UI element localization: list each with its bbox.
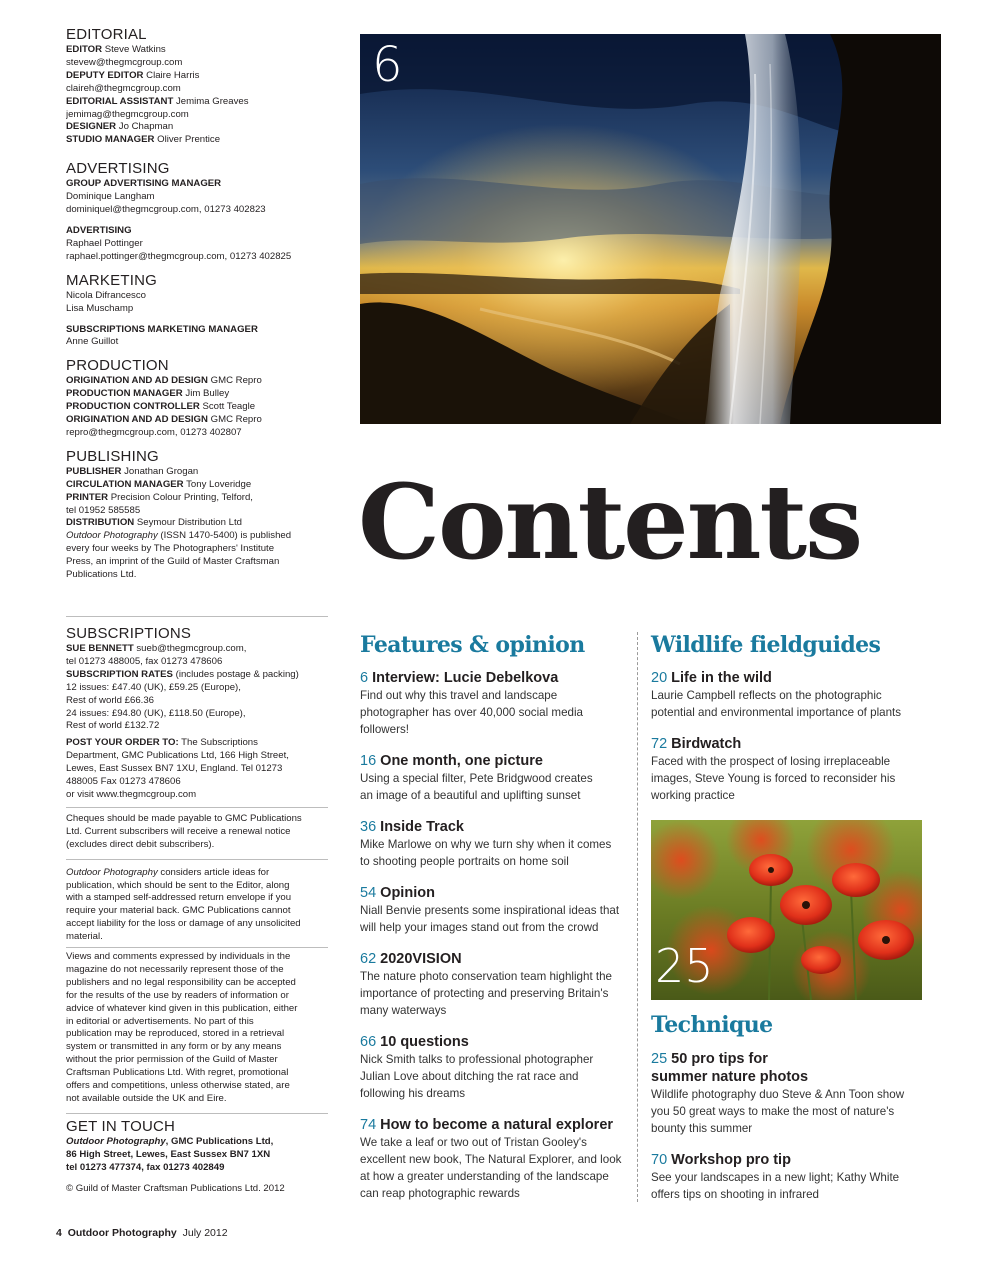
views-line: in editorial or advertisements. No part of this: [66, 1015, 254, 1027]
views-line: advice of whatever kind given in this publication, either: [66, 1002, 298, 1014]
post-line: Department, GMC Publications Ltd, 166 High Street,: [66, 750, 289, 762]
entry-text: Niall Benvie presents some inspirational ideas that will help your images stand out from the crowd: [360, 904, 620, 934]
studio-manager-line: STUDIO MANAGER Oliver Prentice: [66, 134, 221, 146]
subscriptions-heading: SUBSCRIPTIONS: [66, 625, 192, 642]
section-divider: [66, 616, 328, 617]
section-divider: [66, 859, 328, 860]
section-divider: [66, 807, 328, 808]
post-line: Lewes, East Sussex BN7 1XU, England. Tel 01273: [66, 763, 283, 775]
production-heading: PRODUCTION: [66, 357, 169, 375]
entry-title: 70 Workshop pro tip: [651, 1152, 791, 1168]
footer-issue: July 2012: [182, 1227, 228, 1239]
views-line: for the results of the use by readers of information or: [66, 989, 289, 1001]
advertising-title: ADVERTISING: [66, 224, 132, 236]
marketing-name: Lisa Muschamp: [66, 302, 134, 314]
touch-line: Outdoor Photography, GMC Publications Ltd,: [66, 1135, 274, 1147]
production-line: PRODUCTION MANAGER Jim Bulley: [66, 388, 230, 400]
views-line: Views and comments expressed by individuals in the: [66, 951, 291, 963]
deputy-editor-line: DEPUTY EDITOR Claire Harris: [66, 69, 200, 81]
advertising-contact: raphael.pottinger@thegmcgroup.com, 01273 402825: [66, 250, 292, 262]
ideas-line: accept liability for the loss or damage of any unsolicited: [66, 918, 301, 930]
marketing-section: [66, 272, 328, 350]
views-line: publication may be reproduced, stored in a retrieval: [66, 1028, 285, 1040]
entry-title: 74 How to become a natural explorer: [360, 1117, 614, 1133]
production-line: PRODUCTION CONTROLLER Scott Teagle: [66, 401, 256, 413]
get-in-touch-section: [66, 1118, 328, 1196]
designer-line: DESIGNER Jo Chapman: [66, 121, 174, 133]
feature-entry[interactable]: [360, 752, 628, 804]
column-divider: [637, 632, 638, 1202]
issn-line: Publications Ltd.: [66, 569, 137, 581]
advertising-name: Raphael Pottinger: [66, 237, 143, 249]
technique-entry[interactable]: [651, 1151, 941, 1203]
publishing-heading: PUBLISHING: [66, 447, 159, 465]
photo-page-number: 6: [372, 37, 403, 93]
views-line: without the prior permission of the Guild of Master: [66, 1054, 278, 1066]
page-footer: [56, 1227, 228, 1239]
advertising-section: [66, 160, 328, 263]
entry-title: 72 Birdwatch: [651, 736, 742, 752]
entry-title: 25 50 pro tips for summer nature photos: [651, 1051, 809, 1085]
production-section: [66, 357, 328, 440]
ideas-line: require your material back. GMC Publications cannot: [66, 905, 291, 917]
ideas-line: publication, which should be sent to the Editor, along: [66, 879, 290, 891]
features-heading: Features & opinion: [360, 632, 585, 658]
publishing-line: DISTRIBUTION Seymour Distribution Ltd: [66, 517, 242, 529]
entry-text: Mike Marlowe on why we turn shy when it comes to shooting people portraits on home soil: [360, 838, 612, 868]
features-column: [360, 632, 628, 1202]
cheques-line: Ltd. Current subscribers will receive a renewal notice: [66, 825, 291, 837]
waterfall-image: [360, 34, 941, 424]
section-divider: [66, 947, 328, 948]
subscriptions-section: [66, 625, 328, 802]
cheques-section: [66, 813, 328, 852]
wildlife-heading: Wildlife fieldguides: [651, 632, 881, 658]
entry-title: 66 10 questions: [360, 1034, 469, 1050]
editorial-heading: EDITORIAL: [66, 26, 147, 43]
copyright-line: © Guild of Master Craftsman Publications Ltd. 2012: [66, 1182, 285, 1194]
post-line: 488005 Fax 01273 478606: [66, 776, 181, 788]
subscriptions-column: [66, 625, 328, 1196]
entry-text: Faced with the prospect of losing irreplaceable images, Steve Young is forced to reconsider his working practice: [651, 755, 896, 802]
editorial-assistant-email: jemimag@thegmcgroup.com: [66, 108, 189, 120]
poppies-photo: [651, 820, 922, 1000]
footer-page-number: 4: [56, 1227, 62, 1239]
issn-line: Outdoor Photography (ISSN 1470-5400) is published: [66, 530, 292, 542]
feature-entry[interactable]: [360, 884, 628, 936]
section-divider: [66, 1113, 328, 1114]
rate-line: Rest of world £132.72: [66, 720, 160, 732]
rate-line: 24 issues: £94.80 (UK), £118.50 (Europe),: [66, 707, 246, 719]
entry-text: Using a special filter, Pete Bridgwood creates an image of a beautiful and uplifting sunset: [360, 772, 593, 802]
production-line: ORIGINATION AND AD DESIGN GMC Repro: [66, 375, 262, 387]
deputy-editor-email: claireh@thegmcgroup.com: [66, 82, 181, 94]
publishing-line: PUBLISHER Jonathan Grogan: [66, 465, 199, 477]
sue-bennett-line: SUE BENNETT sueb@thegmcgroup.com,: [66, 643, 247, 654]
issn-line: every four weeks by The Photographers' Institute: [66, 543, 275, 555]
views-section: [66, 951, 328, 1106]
editor-email: stevew@thegmcgroup.com: [66, 56, 183, 68]
wildlife-column: [651, 632, 941, 804]
wildlife-entry[interactable]: [651, 669, 941, 721]
feature-entry[interactable]: [360, 669, 628, 738]
post-line: or visit www.thegmcgroup.com: [66, 788, 197, 800]
entry-title: 20 Life in the wild: [651, 670, 772, 686]
subs-marketing-name: Anne Guillot: [66, 336, 119, 348]
entry-text: Wildlife photography duo Steve & Ann Toon show you 50 great ways to make the most of nature's bounty this summer: [651, 1088, 905, 1135]
contents-title: Contents: [358, 462, 862, 583]
editorial-section: [66, 26, 328, 147]
footer-magazine: Outdoor Photography: [67, 1227, 177, 1239]
entry-text: Laurie Campbell reflects on the photographic potential and environmental importance of plants: [651, 689, 902, 719]
marketing-heading: MARKETING: [66, 271, 157, 289]
editorial-assistant-line: EDITORIAL ASSISTANT Jemima Greaves: [66, 95, 249, 107]
touch-line: 86 High Street, Lewes, East Sussex BN7 1XN: [66, 1148, 271, 1160]
advertising-heading: ADVERTISING: [66, 160, 170, 178]
entry-title: 16 One month, one picture: [360, 753, 543, 769]
feature-entry[interactable]: [360, 818, 628, 870]
publishing-line: PRINTER Precision Colour Printing, Telford,: [66, 491, 253, 503]
cheques-line: (excludes direct debit subscribers).: [66, 838, 215, 850]
entry-title: 62 2020VISION: [360, 951, 462, 967]
entry-text: The nature photo conservation team highlight the importance of protecting and preserving Britain's many waterways: [360, 970, 613, 1017]
views-line: system or transmitted in any form or by any means: [66, 1041, 282, 1053]
entry-title: 54 Opinion: [360, 885, 435, 901]
entry-title: 6 Interview: Lucie Debelkova: [360, 670, 559, 686]
rate-line: 12 issues: £47.40 (UK), £59.25 (Europe),: [66, 681, 241, 693]
entry-text: Nick Smith talks to professional photographer Julian Love about ditching the rat race and following his dreams: [360, 1053, 594, 1100]
views-line: offers and competitions, unless otherwise stated, are: [66, 1080, 290, 1092]
feature-entry[interactable]: [360, 1116, 628, 1202]
group-ad-manager-contact: dominiquel@thegmcgroup.com, 01273 402823: [66, 204, 266, 216]
wildlife-entry[interactable]: [651, 735, 941, 804]
ideas-section: [66, 867, 328, 944]
ideas-line: material.: [66, 931, 103, 943]
get-in-touch-heading: GET IN TOUCH: [66, 1117, 176, 1135]
subs-tel-line: tel 01273 488005, fax 01273 478606: [66, 655, 223, 667]
rate-line: Rest of world £66.36: [66, 694, 154, 706]
group-ad-manager-name: Dominique Langham: [66, 191, 155, 203]
production-line: ORIGINATION AND AD DESIGN GMC Repro: [66, 414, 262, 426]
ideas-line: with a stamped self-addressed return envelope if you: [66, 892, 292, 904]
entry-title: 36 Inside Track: [360, 819, 464, 835]
entry-text: See your landscapes in a new light; Kathy White offers tips on shooting in infrared: [651, 1171, 900, 1201]
views-line: publishers and no legal responsibility can be accepted: [66, 976, 296, 988]
production-line: repro@thegmcgroup.com, 01273 402807: [66, 426, 242, 438]
touch-line: tel 01273 477374, fax 01273 402849: [66, 1161, 225, 1173]
views-line: Craftsman Publications Ltd. With regret, promotional: [66, 1067, 289, 1079]
editor-line: EDITOR Steve Watkins: [66, 44, 166, 55]
publishing-section: [66, 448, 328, 582]
views-line: magazine do not necessarily represent those of the: [66, 963, 284, 975]
entry-text: We take a leaf or two out of Tristan Gooley's excellent new book, The Natural Explorer, and look at how a greater understanding of the landscape can reap photographic rewards: [360, 1136, 622, 1200]
ideas-line: Outdoor Photography considers article ideas for: [66, 866, 270, 878]
waterfall-photo: [360, 34, 941, 424]
issn-line: Press, an imprint of the Guild of Master Craftsman: [66, 556, 280, 568]
feature-entry[interactable]: [360, 1033, 628, 1102]
marketing-name: Nicola Difrancesco: [66, 289, 146, 301]
post-order-line: POST YOUR ORDER TO: The Subscriptions: [66, 737, 258, 749]
technique-column: [651, 1012, 941, 1203]
subs-rates-line: SUBSCRIPTION RATES (includes postage & packing): [66, 668, 299, 680]
group-ad-manager-title: GROUP ADVERTISING MANAGER: [66, 178, 222, 190]
entry-text: Find out why this travel and landscape photographer has over 40,000 social media followers!: [360, 689, 584, 736]
technique-heading: Technique: [651, 1012, 773, 1038]
publishing-line: CIRCULATION MANAGER Tony Loveridge: [66, 478, 252, 490]
views-line: not available outside the UK and Eire.: [66, 1093, 227, 1104]
feature-entry[interactable]: [360, 950, 628, 1019]
poppies-page-number: 25: [655, 939, 714, 993]
cheques-line: Cheques should be made payable to GMC Publications: [66, 812, 302, 824]
publishing-line: tel 01952 585585: [66, 504, 141, 516]
technique-entry[interactable]: [651, 1050, 941, 1137]
subs-marketing-title: SUBSCRIPTIONS MARKETING MANAGER: [66, 323, 258, 335]
masthead-column: [66, 26, 328, 582]
